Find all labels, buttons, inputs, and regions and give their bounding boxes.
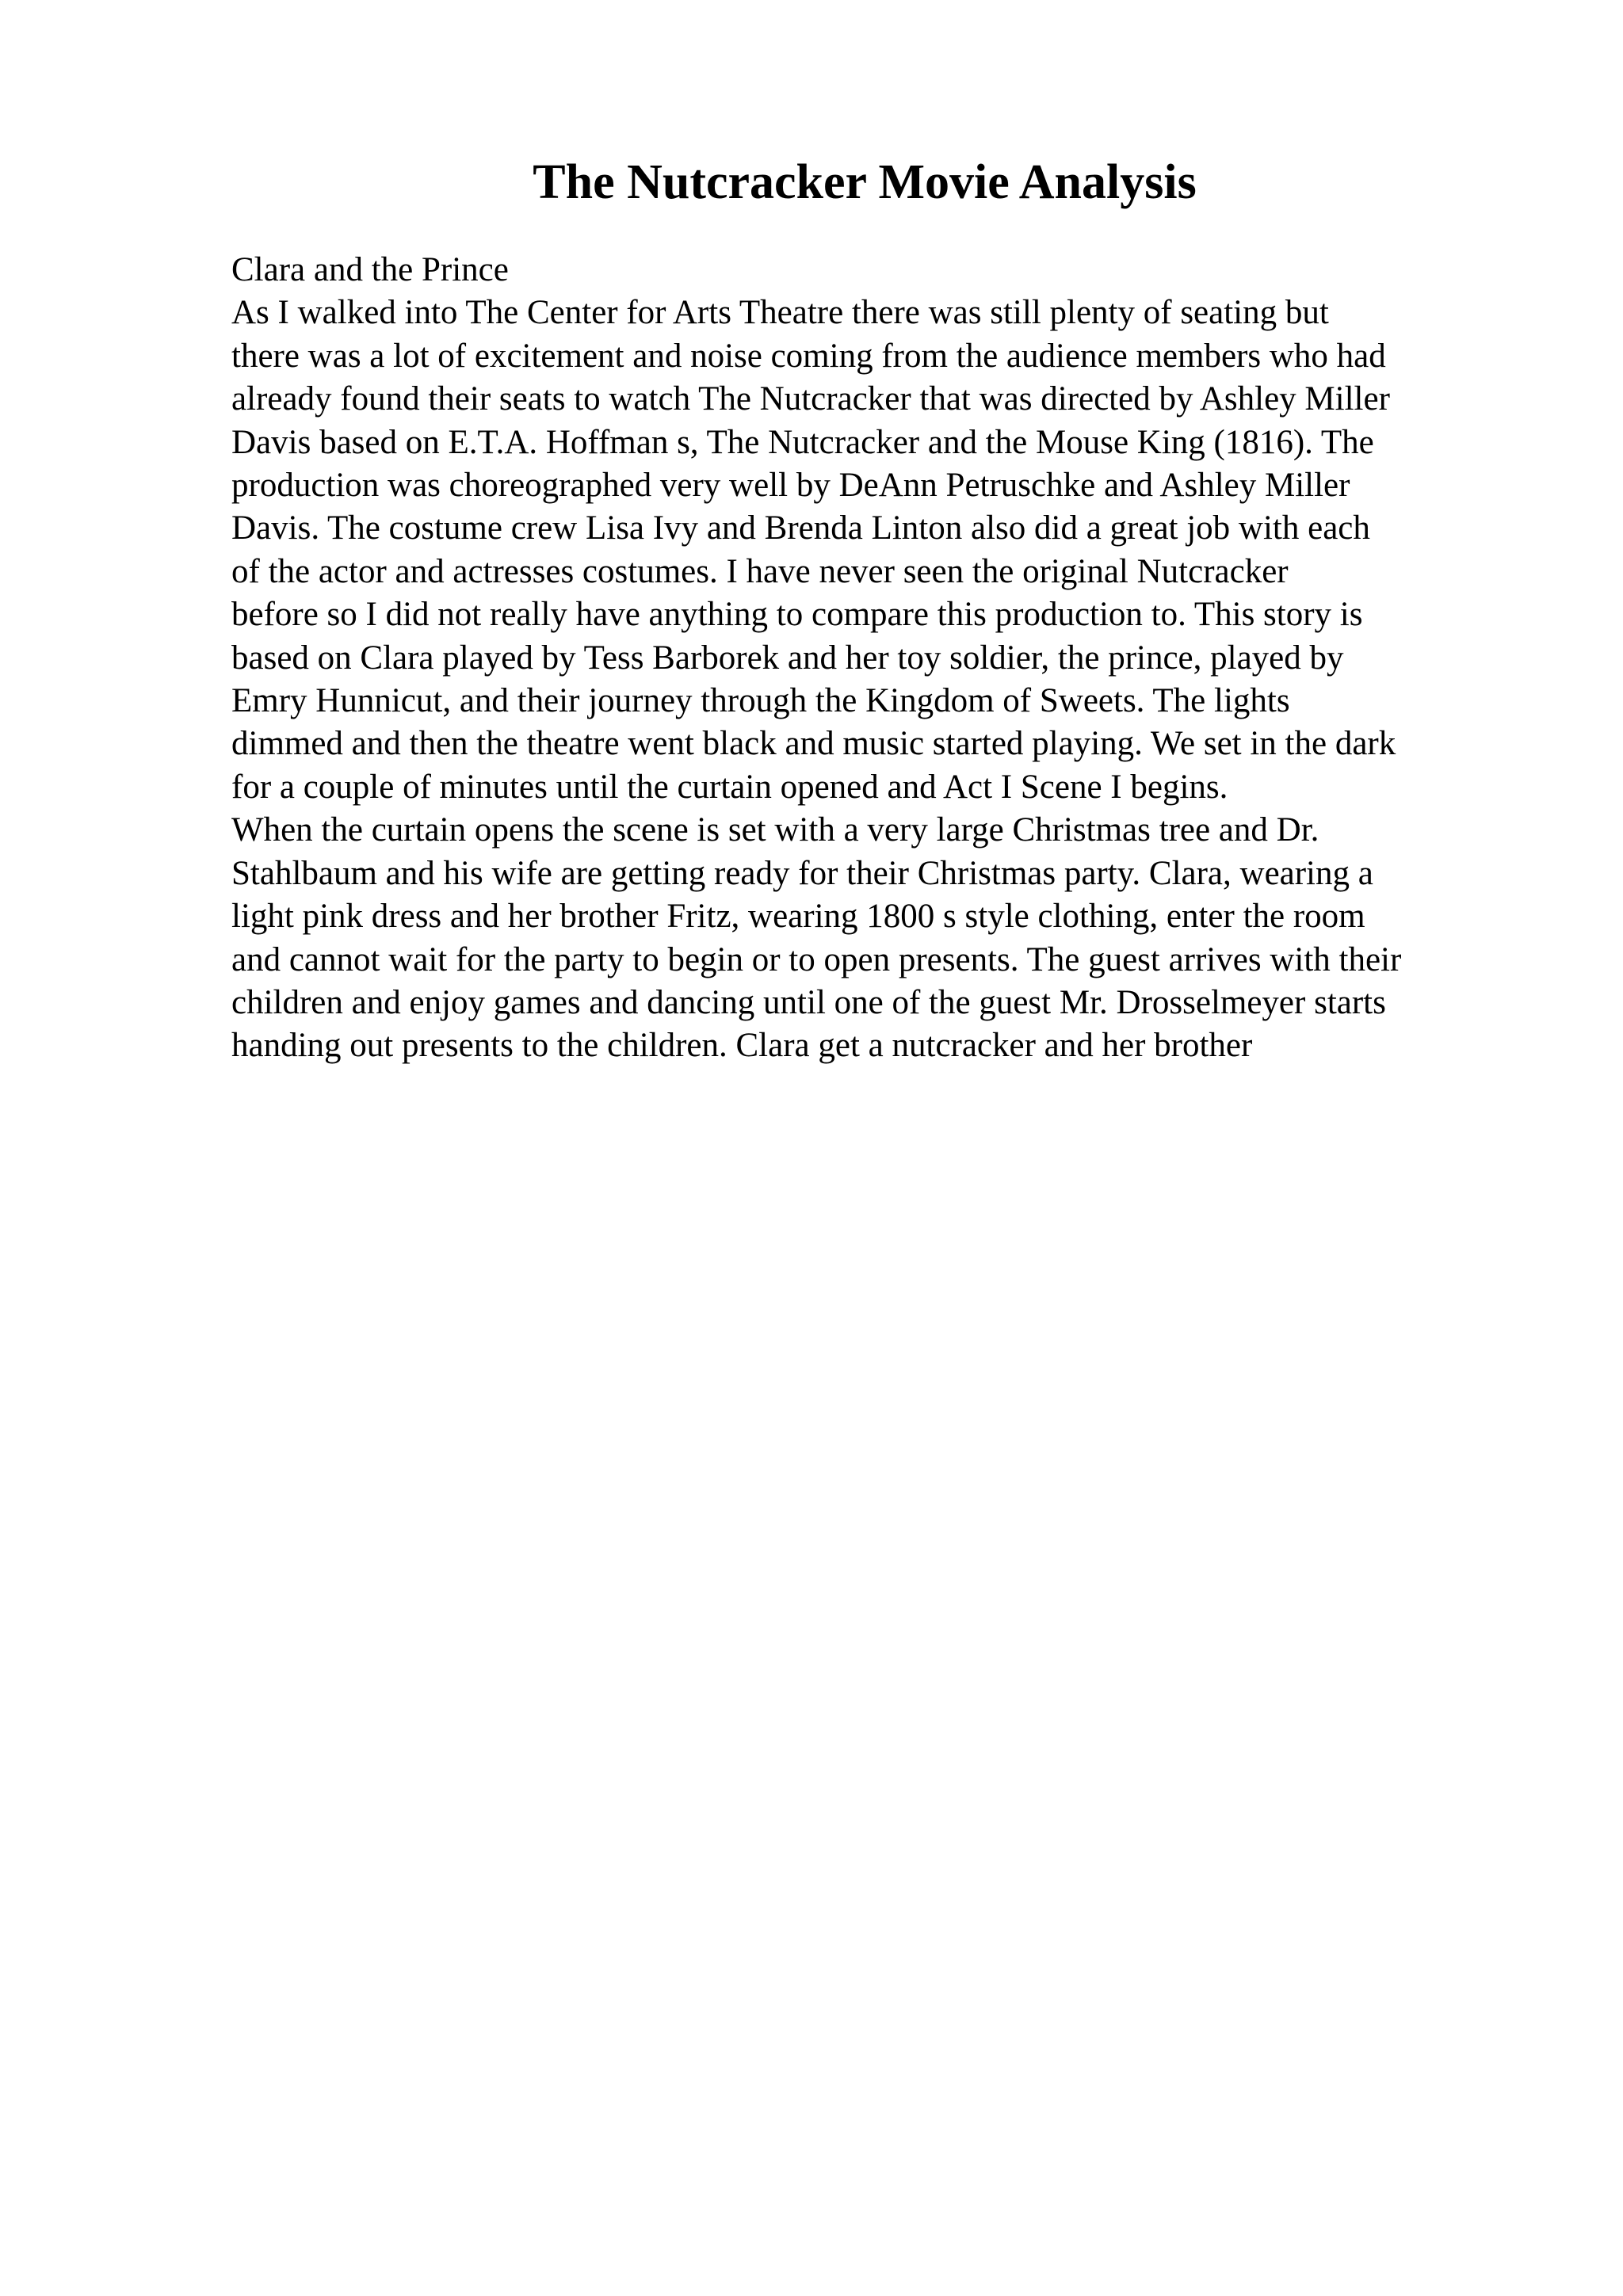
page-title: The Nutcracker Movie Analysis xyxy=(533,155,1197,209)
body-line: dimmed and then the theatre went black and music started playing. We set in the dark xyxy=(231,725,1396,763)
body-line: and cannot wait for the party to begin or to open presents. The guest arrives with their xyxy=(231,940,1402,978)
body-line: Davis based on E.T.A. Hoffman s, The Nutcracker and the Mouse King (1816). The xyxy=(231,423,1374,461)
body-line: Emry Hunnicut, and their journey through the Kingdom of Sweets. The lights xyxy=(231,682,1290,720)
body-line: there was a lot of excitement and noise coming from the audience members who had xyxy=(231,337,1386,375)
body-line: of the actor and actresses costumes. I have never seen the original Nutcracker xyxy=(231,552,1289,590)
body-text xyxy=(231,249,1610,1068)
body-line: Clara and the Prince xyxy=(231,251,509,288)
body-line: light pink dress and her brother Fritz, wearing 1800 s style clothing, enter the room xyxy=(231,898,1365,936)
body-line: Stahlbaum and his wife are getting ready for their Christmas party. Clara, wearing a xyxy=(231,854,1373,892)
body-line: based on Clara played by Tess Barborek and her toy soldier, the prince, played by xyxy=(231,639,1344,677)
body-line: When the curtain opens the scene is set with a very large Christmas tree and Dr. xyxy=(231,811,1319,849)
body-line: children and enjoy games and dancing until one of the guest Mr. Drosselmeyer starts xyxy=(231,983,1386,1021)
body-line: for a couple of minutes until the curtain opened and Act I Scene I begins. xyxy=(231,768,1228,806)
body-line: Davis. The costume crew Lisa Ivy and Brenda Linton also did a great job with each xyxy=(231,509,1370,547)
body-line: before so I did not really have anything to compare this production to. This story is xyxy=(231,596,1363,634)
body-line: already found their seats to watch The Nutcracker that was directed by Ashley Miller xyxy=(231,380,1390,418)
body-line: production was choreographed very well by DeAnn Petruschke and Ashley Miller xyxy=(231,467,1350,505)
body-line: As I walked into The Center for Arts Theatre there was still plenty of seating but xyxy=(231,294,1329,332)
body-line: handing out presents to the children. Clara get a nutcracker and her brother xyxy=(231,1027,1253,1065)
